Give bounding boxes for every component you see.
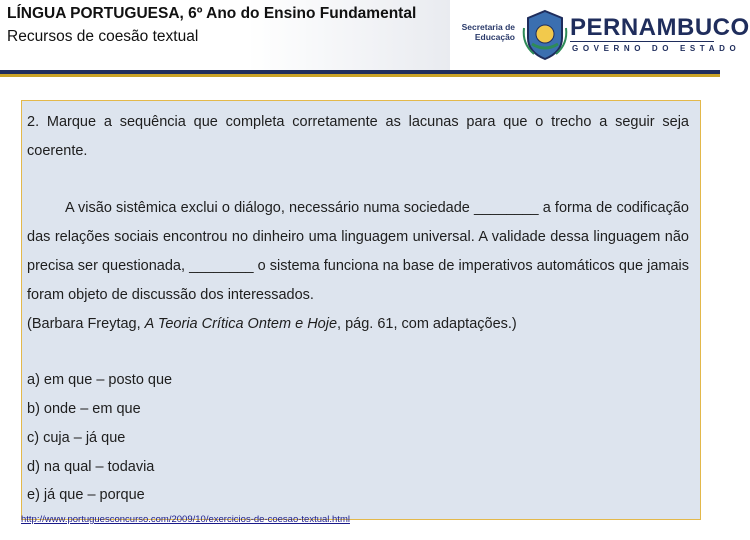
- header-band-gold: [0, 74, 720, 77]
- citation-prefix: (Barbara Freytag,: [27, 316, 145, 332]
- option-d[interactable]: d) na qual – todavia: [27, 459, 155, 475]
- course-title: LÍNGUA PORTUGUESA, 6º Ano do Ensino Fundamental: [7, 5, 417, 22]
- state-seal-icon: [522, 8, 568, 62]
- course-subtitle: Recursos de coesão textual: [7, 28, 199, 45]
- citation: [27, 310, 689, 339]
- option-c[interactable]: c) cuja – já que: [27, 430, 126, 446]
- citation-work: A Teoria Crítica Ontem e Hoje: [144, 316, 338, 332]
- secretaria-label: [455, 22, 515, 42]
- question-text: 2. Marque a sequência que completa corretamente as lacunas para que o trecho a seguir seja coerente.: [27, 114, 689, 159]
- option-e[interactable]: e) já que – porque: [27, 487, 145, 503]
- brand-name: PERNAMBUCO: [570, 14, 750, 41]
- passage-text: A visão sistêmica exclui o diálogo, necessário numa sociedade ________ a forma de codificação das relações sociais encontrou no dinheiro uma linguagem universal. A validade dessa linguagem não precisa ser questionada, ________ o sistema funciona na base de imperativos automáticos que jamais foram objeto de discussão dos interessados.: [27, 200, 689, 303]
- source-link[interactable]: http://www.portuguesconcurso.com/2009/10/exercicios-de-coesao-textual.html: [21, 514, 350, 525]
- passage: [27, 194, 689, 310]
- header: [0, 0, 750, 70]
- secretaria-line-1: Secretaria de: [461, 22, 515, 32]
- secretaria-line-2: Educação: [474, 32, 515, 42]
- option-a[interactable]: a) em que – posto que: [27, 372, 173, 388]
- brand-divider: [570, 41, 714, 42]
- brand-subtitle: GOVERNO DO ESTADO: [572, 44, 741, 53]
- citation-suffix: , pág. 61, com adaptações.): [337, 316, 517, 332]
- option-b[interactable]: b) onde – em que: [27, 401, 141, 417]
